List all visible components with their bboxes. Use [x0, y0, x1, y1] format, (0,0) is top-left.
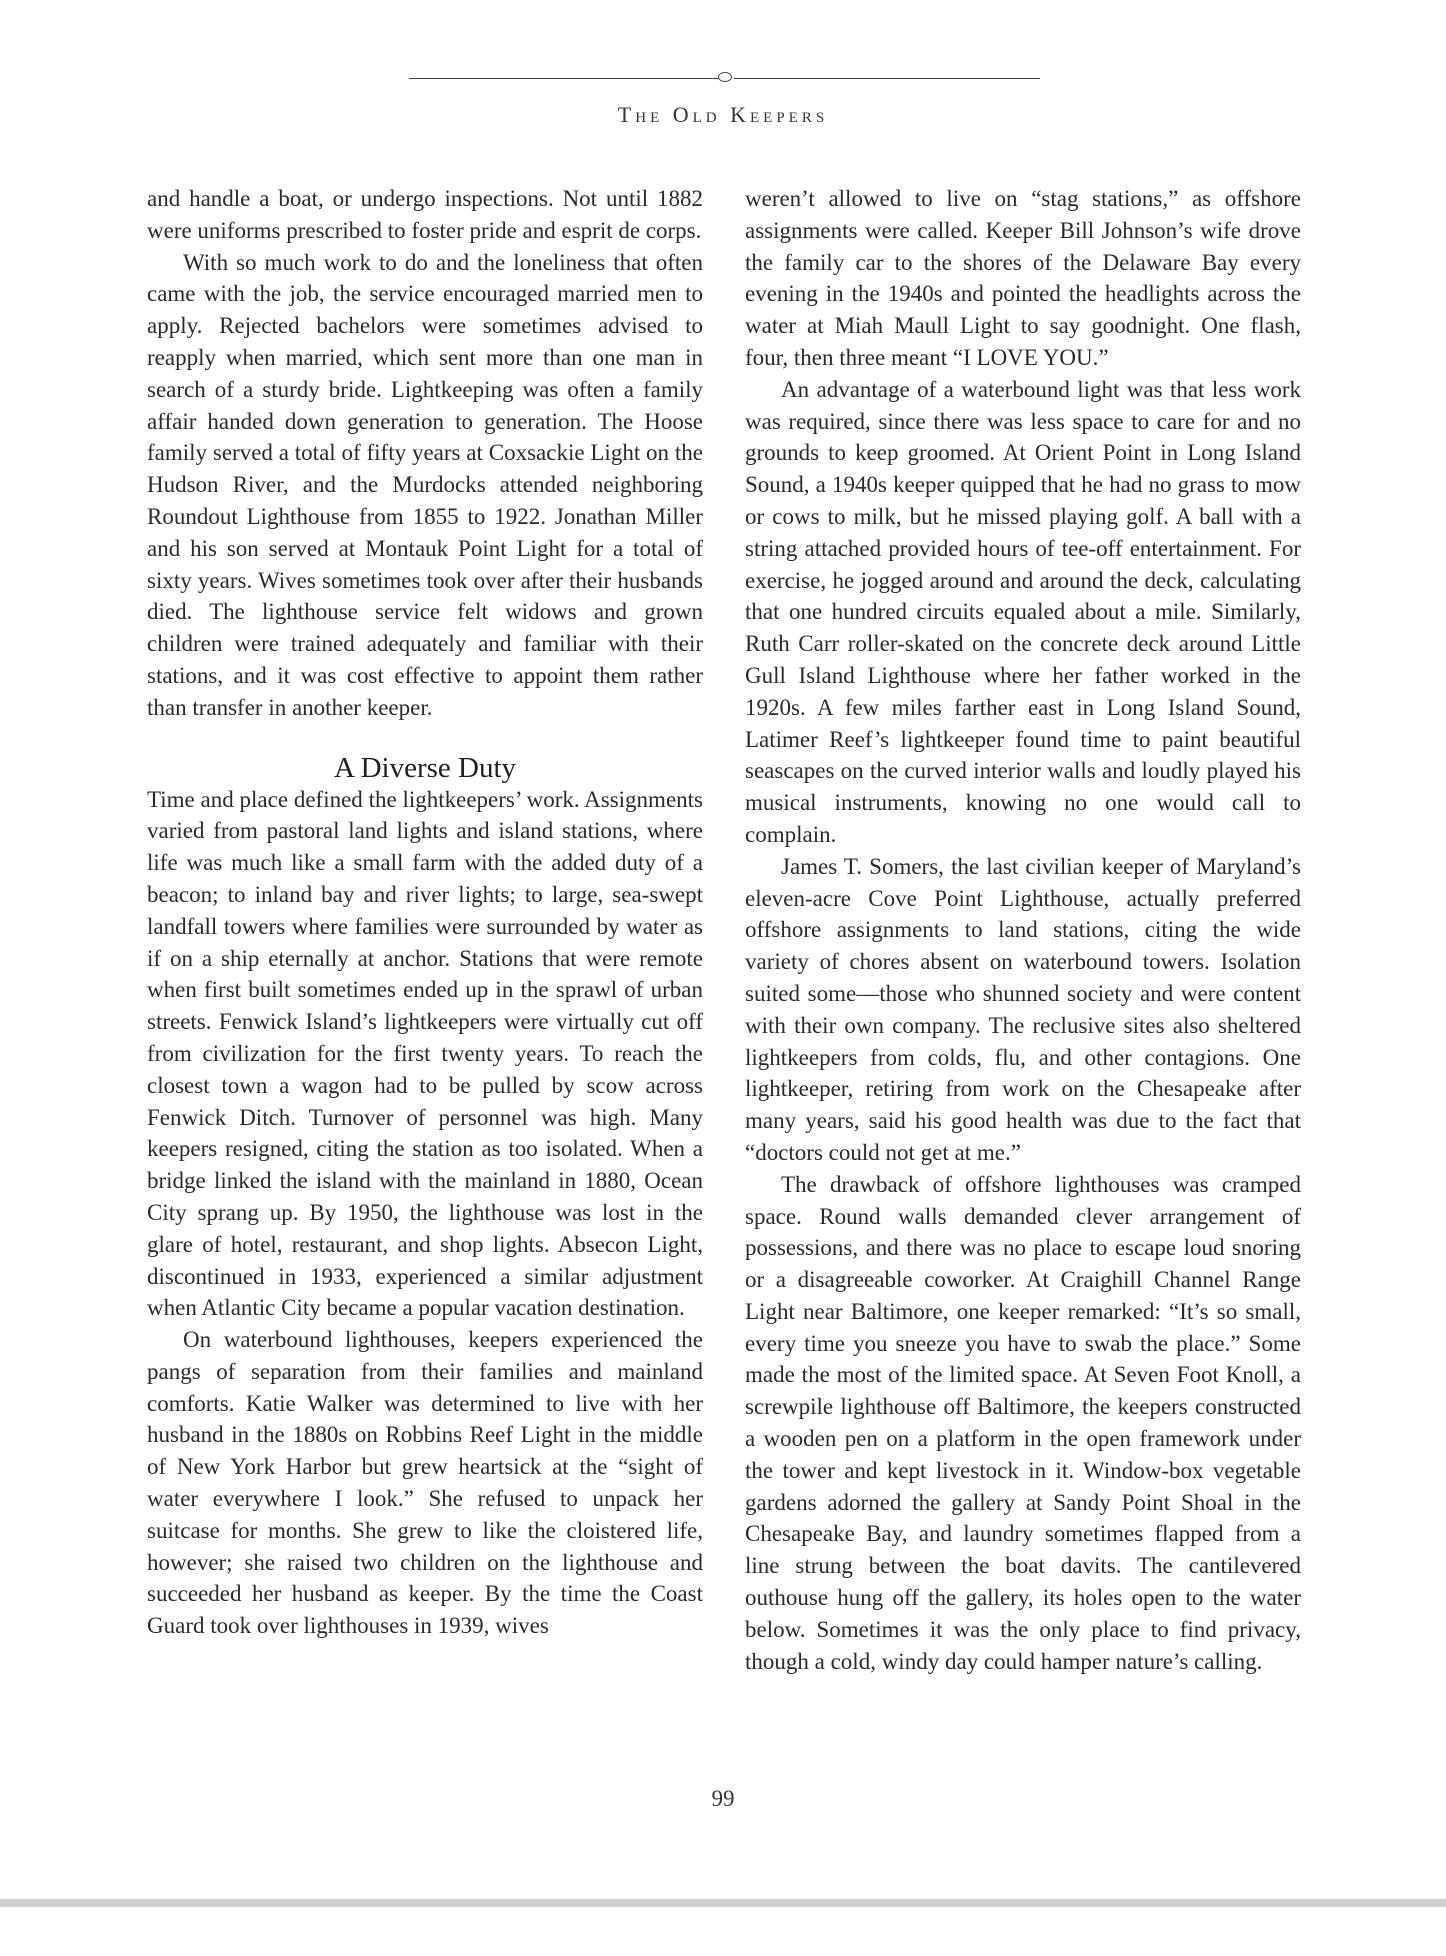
paragraph: On waterbound lighthouses, keepers experienced the pangs of separation from their families and mainland comforts. Katie Walker was determined to live with her husband in the 1880s on Robbins Reef Light in the middle of New York Harbor but grew heartsick at the “sight of water everywhere I look.” She refused to unpack her suitcase for months. She grew to like the cloistered life, however; she raised two children on the lighthouse and succeeded her husband as keeper. By the time the Coast Guard took over lighthouses in 1939, wives	[147, 1327, 703, 1639]
paragraph: Time and place defined the lightkeepers’ work. Assignments varied from pastoral land lights and island stations, where life was much like a small farm with the added duty of a beacon; to inland bay and river lights; to large, sea-swept landfall towers where families were surrounded by water as if on a ship eternally at anchor. Stations that were remote when first built sometimes ended up in the sprawl of urban streets. Fenwick Island’s lightkeepers were virtually cut off from civilization for the first twenty years. To reach the closest town a wagon had to be pulled by scow across Fenwick Ditch. Turnover of personnel was high. Many keepers resigned, citing the station as too isolated. When a bridge linked the island with the mainland in 1880, Ocean City sprang up. By 1950, the lighthouse was lost in the glare of hotel, restaurant, and shop lights. Absecon Light, discontinued in 1933, experienced a similar adjustment when Atlantic City became a popular vacation destination.	[147, 786, 703, 1321]
paragraph: and handle a boat, or undergo inspections. Not until 1882 were uniforms prescribed to foster pride and esprit de corps.	[147, 186, 703, 243]
paragraph: With so much work to do and the loneliness that often came with the job, the service encouraged married men to apply. Rejected bachelors were sometimes advised to reapply when married, which sent more than one man in search of a sturdy bride. Lightkeeping was often a family affair handed down generation to generation. The Hoose family served a total of fifty years at Coxsackie Light on the Hudson River, and the Murdocks attended neighboring Roundout Lighthouse from 1855 to 1922. Jonathan Miller and his son served at Montauk Point Light for a total of sixty years. Wives sometimes took over after their husbands died. The lighthouse service felt widows and grown children were trained adequately and familiar with their stations, and it was cost effective to appoint them rather than transfer in another keeper.	[147, 249, 703, 720]
running-head: The Old Keepers	[617, 102, 829, 127]
header-rule-right	[734, 78, 1040, 79]
paragraph: weren’t allowed to live on “stag stations,” as offshore assignments were called. Keeper Bill Johnson’s wife drove the family car to the shores of the Delaware Bay every evening in the 1940s and pointed the headlights across the water at Miah Maull Light to say goodnight. One flash, four, then three meant “I LOVE YOU.”	[745, 186, 1301, 370]
left-column	[147, 183, 703, 1642]
bottom-bar	[0, 1899, 1446, 1907]
header-rule-left	[409, 78, 721, 79]
paragraph: The drawback of offshore lighthouses was cramped space. Round walls demanded clever arrangement of possessions, and there was no place to escape loud snoring or a disagreeable coworker. At Craighill Channel Range Light near Baltimore, one keeper remarked: “It’s so small, every time you sneeze you have to swab the place.” Some made the most of the limited space. At Seven Foot Knoll, a screwpile lighthouse off Baltimore, the keepers constructed a wooden pen on a platform in the open framework under the tower and kept livestock in it. Window-box vegetable gardens adorned the gallery at Sandy Point Shoal in the Chesapeake Bay, and laundry sometimes flapped from a line strung between the boat davits. The cantilevered outhouse hung off the gallery, its holes open to the water below. Sometimes it was the only place to find privacy, though a cold, windy day could hamper nature’s calling.	[745, 1171, 1301, 1674]
section-title: A Diverse Duty	[333, 751, 517, 784]
header-ornament	[718, 72, 732, 82]
paragraph: An advantage of a waterbound light was that less work was required, since there was less space to care for and no grounds to keep groomed. At Orient Point in Long Island Sound, a 1940s keeper quipped that he had no grass to mow or cows to milk, but he missed playing golf. A ball with a string attached provided hours of tee-off entertainment. For exercise, he jogged around and around the deck, calculating that one hundred circuits equaled about a mile. Similarly, Ruth Carr roller-skated on the concrete deck around Little Gull Island Lighthouse where her father worked in the 1920s. A few miles farther east in Long Island Sound, Latimer Reef’s lightkeeper found time to paint beautiful seascapes on the curved interior walls and loudly played his musical instruments, knowing no one would call to complain.	[745, 376, 1301, 847]
paragraph: James T. Somers, the last civilian keeper of Maryland’s eleven-acre Cove Point Lighthouse, actually preferred offshore assignments to land stations, citing the wide variety of chores absent on waterbound towers. Isolation suited some—those who shunned society and were content with their own company. The reclusive sites also sheltered lightkeepers from colds, flu, and other contagions. One lightkeeper, retiring from work on the Chesapeake after many years, said his good health was due to the fact that “doctors could not get at me.”	[745, 853, 1301, 1165]
page-number: 99	[711, 1786, 735, 1811]
right-column	[745, 183, 1301, 1677]
